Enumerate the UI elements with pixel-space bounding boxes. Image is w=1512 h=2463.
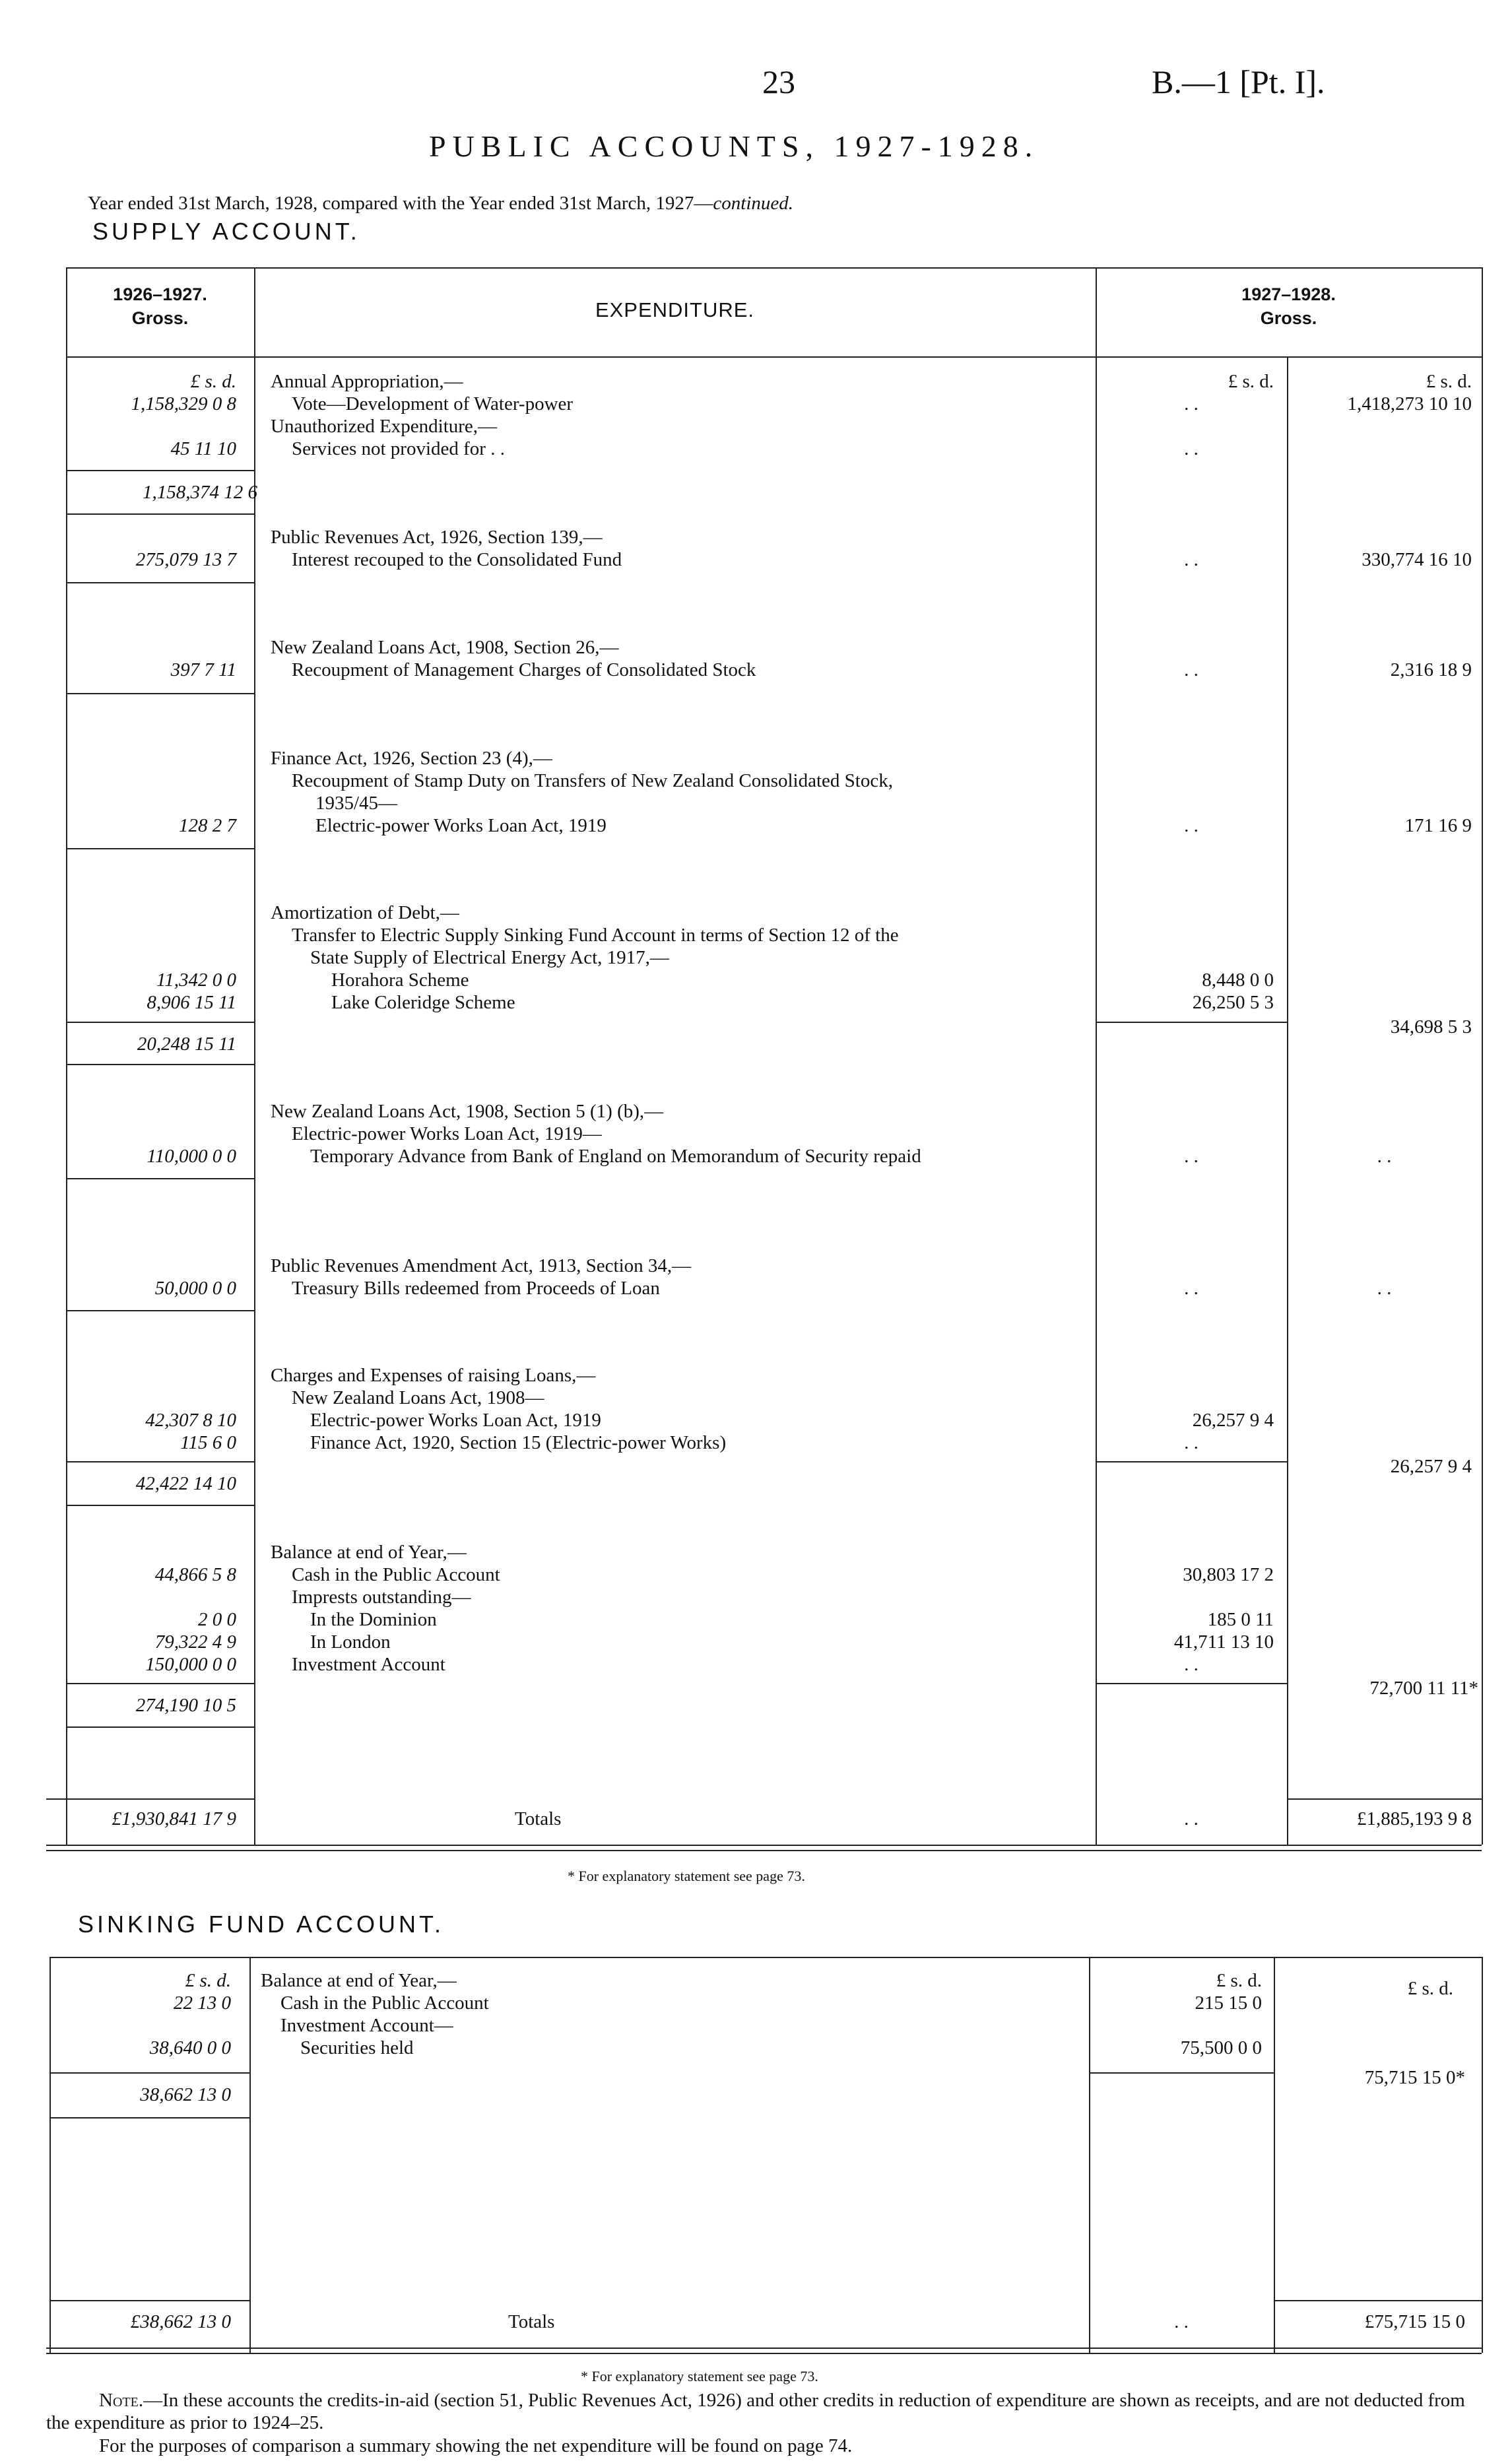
desc-treasury-bills: Treasury Bills redeemed from Proceeds of Loan bbox=[292, 1278, 660, 1299]
sf-curr-total: £75,715 15 0 bbox=[1364, 2311, 1465, 2332]
rule bbox=[66, 1310, 254, 1311]
desc-horahora: Horahora Scheme bbox=[331, 969, 469, 991]
sf-desc-totals: Totals bbox=[508, 2311, 555, 2332]
rule bbox=[46, 1850, 1482, 1851]
mid-london: 41,711 13 10 bbox=[1173, 1631, 1274, 1653]
rule bbox=[66, 356, 1482, 358]
rule bbox=[66, 1726, 254, 1728]
rule bbox=[1089, 1957, 1090, 2353]
rule bbox=[1482, 267, 1483, 1845]
rule bbox=[1287, 356, 1288, 1845]
supply-title-text: SUPPLY ACCOUNT. bbox=[92, 218, 360, 245]
desc-electric-power-works: Electric-power Works Loan Act, 1919 bbox=[315, 815, 607, 836]
rule bbox=[66, 1683, 254, 1684]
rule bbox=[46, 2353, 1482, 2354]
rule bbox=[1274, 1957, 1275, 2353]
prev-temporary-advance: 110,000 0 0 bbox=[147, 1146, 236, 1167]
rule bbox=[49, 2072, 249, 2074]
mid-cash: 30,803 17 2 bbox=[1183, 1564, 1274, 1585]
desc-cash-public-account: Cash in the Public Account bbox=[292, 1564, 500, 1585]
page-title: PUBLIC ACCOUNTS, 1927-1928. bbox=[429, 129, 1039, 163]
col-header-1926-1927 bbox=[66, 282, 254, 330]
rule bbox=[66, 470, 254, 471]
sf-lsd-heading-mid: £ s. d. bbox=[1216, 1970, 1262, 1991]
sf-prev-total: £38,662 13 0 bbox=[130, 2311, 231, 2332]
mid-stamp-duty: . . bbox=[1184, 815, 1199, 836]
desc-totals: Totals bbox=[515, 1808, 562, 1829]
rule bbox=[66, 693, 254, 694]
desc-state-supply: State Supply of Electrical Energy Act, 1917,— bbox=[310, 947, 669, 968]
desc-recoupment: Recoupment of Management Charges of Consolidated Stock bbox=[292, 659, 756, 680]
curr-treasury-bills: . . bbox=[1377, 1278, 1392, 1299]
desc-stamp-duty: Recoupment of Stamp Duty on Transfers of New Zealand Consolidated Stock, bbox=[292, 770, 893, 791]
supply-section-title bbox=[92, 218, 360, 246]
note-label: Note. bbox=[99, 2390, 144, 2411]
desc-in-london: In London bbox=[310, 1631, 391, 1653]
rule bbox=[66, 1022, 254, 1023]
sinking-footnote: * For explanatory statement see page 73. bbox=[581, 2368, 818, 2384]
rule bbox=[1287, 1798, 1482, 1800]
rule bbox=[66, 1178, 254, 1179]
intro-continued: continued. bbox=[713, 193, 794, 214]
note-text: —In these accounts the credits-in-aid (section 51, Public Revenues Act, 1926) and other credits in reduction of expenditure are shown as receipts, and are not deducted from the expenditure as prior to 1924–25. bbox=[46, 2390, 1465, 2433]
col-header-gross: Gross. bbox=[1260, 308, 1317, 328]
prev-stamp-duty: 128 2 7 bbox=[179, 815, 236, 836]
rule bbox=[66, 267, 67, 1845]
desc-lake-coleridge: Lake Coleridge Scheme bbox=[331, 992, 515, 1013]
mid-services: . . bbox=[1184, 438, 1199, 459]
sf-lsd-heading-right: £ s. d. bbox=[1407, 1978, 1453, 1999]
prev-services: 45 11 10 bbox=[170, 438, 236, 459]
mid-temporary-advance: . . bbox=[1184, 1146, 1199, 1167]
mid-vote: . . bbox=[1184, 393, 1199, 414]
sf-mid-securities: 75,500 0 0 bbox=[1180, 2037, 1262, 2058]
rule bbox=[66, 848, 254, 849]
page-number: 23 bbox=[762, 63, 795, 100]
note-paragraph bbox=[46, 2389, 1465, 2434]
prev-total: £1,930,841 17 9 bbox=[112, 1808, 236, 1829]
col-header-gross: Gross. bbox=[131, 308, 189, 328]
prev-recoupment: 397 7 11 bbox=[170, 659, 236, 680]
desc-nz-loans-act-1908: New Zealand Loans Act, 1908— bbox=[292, 1387, 544, 1408]
curr-total: £1,885,193 9 8 bbox=[1357, 1808, 1472, 1829]
rule bbox=[1096, 267, 1097, 1845]
desc-balance-end-year: Balance at end of Year,— bbox=[271, 1542, 467, 1563]
curr-balance: 72,700 11 11* bbox=[1369, 1678, 1478, 1699]
desc-epw-loan-act: Electric-power Works Loan Act, 1919— bbox=[292, 1123, 602, 1144]
desc-services: Services not provided for . . bbox=[292, 438, 505, 459]
rule bbox=[1089, 2072, 1274, 2074]
prev-vote: 1,158,329 0 8 bbox=[131, 393, 236, 414]
prev-treasury-bills: 50,000 0 0 bbox=[154, 1278, 236, 1299]
rule bbox=[1274, 2300, 1482, 2301]
col-header-1927-1928 bbox=[1096, 282, 1482, 330]
lsd-heading-mid: £ s. d. bbox=[1228, 371, 1274, 392]
sinking-title-text: SINKING FUND ACCOUNT. bbox=[78, 1911, 445, 1938]
curr-interest: 330,774 16 10 bbox=[1362, 549, 1472, 570]
rule bbox=[66, 582, 254, 583]
curr-temporary-advance: . . bbox=[1377, 1146, 1392, 1167]
sf-mid-cash: 215 15 0 bbox=[1195, 1992, 1262, 2014]
desc-pr-amendment-act: Public Revenues Amendment Act, 1913, Section 34,— bbox=[271, 1255, 692, 1276]
desc-finance-act-1926: Finance Act, 1926, Section 23 (4),— bbox=[271, 748, 552, 769]
desc-finance-act-1920: Finance Act, 1920, Section 15 (Electric-power Works) bbox=[310, 1432, 727, 1453]
mid-total: . . bbox=[1184, 1808, 1199, 1829]
prev-subtotal: 1,158,374 12 6 bbox=[143, 482, 257, 503]
desc-epw-loan-act-1919: Electric-power Works Loan Act, 1919 bbox=[310, 1410, 601, 1431]
prev-horahora: 11,342 0 0 bbox=[156, 969, 236, 991]
rule bbox=[46, 1845, 1482, 1846]
curr-stamp-duty: 171 16 9 bbox=[1404, 815, 1472, 836]
rule bbox=[66, 1461, 254, 1462]
desc-transfer: Transfer to Electric Supply Sinking Fund Account in terms of Section 12 of the bbox=[292, 925, 899, 946]
desc-imprests: Imprests outstanding— bbox=[292, 1587, 471, 1608]
rule bbox=[49, 1957, 1482, 1958]
desc-stock: 1935/45— bbox=[315, 793, 398, 814]
sf-desc-securities: Securities held bbox=[300, 2037, 414, 2058]
rule bbox=[66, 1064, 254, 1065]
desc-unauthorized: Unauthorized Expenditure,— bbox=[271, 416, 498, 437]
rule bbox=[66, 1505, 254, 1506]
prev-amortization-subtotal: 20,248 15 11 bbox=[137, 1034, 236, 1055]
supply-footnote: * For explanatory statement see page 73. bbox=[568, 1868, 805, 1884]
sf-desc-cash: Cash in the Public Account bbox=[280, 1992, 489, 2014]
rule bbox=[1096, 1461, 1287, 1462]
desc-annual-appropriation: Annual Appropriation,— bbox=[271, 371, 463, 392]
intro-line bbox=[88, 193, 793, 214]
prev-cash: 44,866 5 8 bbox=[154, 1564, 236, 1585]
curr-charges: 26,257 9 4 bbox=[1390, 1456, 1472, 1477]
sf-curr-balance: 75,715 15 0* bbox=[1364, 2067, 1465, 2088]
col-header-year: 1927–1928. bbox=[1241, 284, 1336, 304]
prev-finance-act-1920: 115 6 0 bbox=[180, 1432, 236, 1453]
mid-investment: . . bbox=[1184, 1654, 1199, 1675]
mid-epw-loan-act: 26,257 9 4 bbox=[1192, 1410, 1274, 1431]
sf-lsd-heading-prev: £ s. d. bbox=[185, 1970, 231, 1991]
sf-prev-securities: 38,640 0 0 bbox=[149, 2037, 231, 2058]
lsd-heading-right: £ s. d. bbox=[1426, 371, 1472, 392]
desc-temporary-advance: Temporary Advance from Bank of England on Memorandum of Security repaid bbox=[310, 1146, 921, 1167]
desc-amortization: Amortization of Debt,— bbox=[271, 902, 459, 923]
rule bbox=[49, 1957, 51, 2353]
curr-amortization: 34,698 5 3 bbox=[1390, 1016, 1472, 1037]
mid-finance-act-1920: . . bbox=[1184, 1432, 1199, 1453]
desc-vote: Vote—Development of Water-power bbox=[292, 393, 574, 414]
mid-recoupment: . . bbox=[1184, 659, 1199, 680]
prev-lake-coleridge: 8,906 15 11 bbox=[147, 992, 236, 1013]
curr-recoupment: 2,316 18 9 bbox=[1390, 659, 1472, 680]
sf-desc-investment: Investment Account— bbox=[280, 2015, 453, 2036]
mid-horahora: 8,448 0 0 bbox=[1202, 969, 1274, 991]
prev-charges-subtotal: 42,422 14 10 bbox=[135, 1473, 236, 1494]
rule bbox=[249, 1957, 251, 2353]
intro-text: Year ended 31st March, 1928, compared with the Year ended 31st March, 1927— bbox=[88, 193, 713, 214]
rule bbox=[46, 1798, 254, 1800]
desc-nz-loans-act-s5: New Zealand Loans Act, 1908, Section 5 (1) (b),— bbox=[271, 1101, 664, 1122]
prev-investment: 150,000 0 0 bbox=[145, 1654, 236, 1675]
desc-investment-account: Investment Account bbox=[292, 1654, 445, 1675]
rule bbox=[49, 2300, 249, 2301]
desc-charges-expenses: Charges and Expenses of raising Loans,— bbox=[271, 1365, 596, 1386]
rule bbox=[66, 513, 254, 515]
rule bbox=[49, 2117, 249, 2118]
document-reference: B.—1 [Pt. I]. bbox=[1152, 63, 1325, 100]
prev-dominion: 2 0 0 bbox=[198, 1609, 236, 1630]
rule bbox=[1482, 1957, 1483, 2353]
col-header-year: 1926–1927. bbox=[113, 284, 207, 304]
prev-balance-subtotal: 274,190 10 5 bbox=[135, 1695, 236, 1716]
prev-interest: 275,079 13 7 bbox=[135, 549, 236, 570]
desc-interest: Interest recouped to the Consolidated Fund bbox=[292, 549, 622, 570]
col-header-expenditure: EXPENDITURE. bbox=[595, 298, 755, 321]
desc-nz-loans-act-s26: New Zealand Loans Act, 1908, Section 26,— bbox=[271, 637, 619, 658]
prev-london: 79,322 4 9 bbox=[154, 1631, 236, 1653]
sf-prev-cash: 22 13 0 bbox=[174, 1992, 231, 2014]
prev-epw-loan-act: 42,307 8 10 bbox=[145, 1410, 236, 1431]
rule bbox=[1096, 1022, 1287, 1023]
sf-desc-balance: Balance at end of Year,— bbox=[261, 1970, 457, 1991]
lsd-heading-prev: £ s. d. bbox=[190, 371, 236, 392]
rule bbox=[1096, 1683, 1287, 1684]
sf-prev-subtotal: 38,662 13 0 bbox=[140, 2084, 231, 2105]
rule bbox=[66, 267, 1482, 269]
sf-mid-total: . . bbox=[1174, 2311, 1189, 2332]
rule bbox=[254, 267, 255, 1845]
rule bbox=[46, 2348, 1482, 2349]
mid-dominion: 185 0 11 bbox=[1207, 1609, 1274, 1630]
mid-treasury-bills: . . bbox=[1184, 1278, 1199, 1299]
mid-lake-coleridge: 26,250 5 3 bbox=[1192, 992, 1274, 1013]
sinking-section-title bbox=[78, 1911, 444, 1938]
note-line2: For the purposes of comparison a summary showing the net expenditure will be found on page 74. bbox=[99, 2435, 853, 2456]
desc-in-dominion: In the Dominion bbox=[310, 1609, 437, 1630]
desc-public-revenues-act: Public Revenues Act, 1926, Section 139,— bbox=[271, 527, 603, 548]
curr-vote: 1,418,273 10 10 bbox=[1347, 393, 1472, 414]
mid-interest: . . bbox=[1184, 549, 1199, 570]
